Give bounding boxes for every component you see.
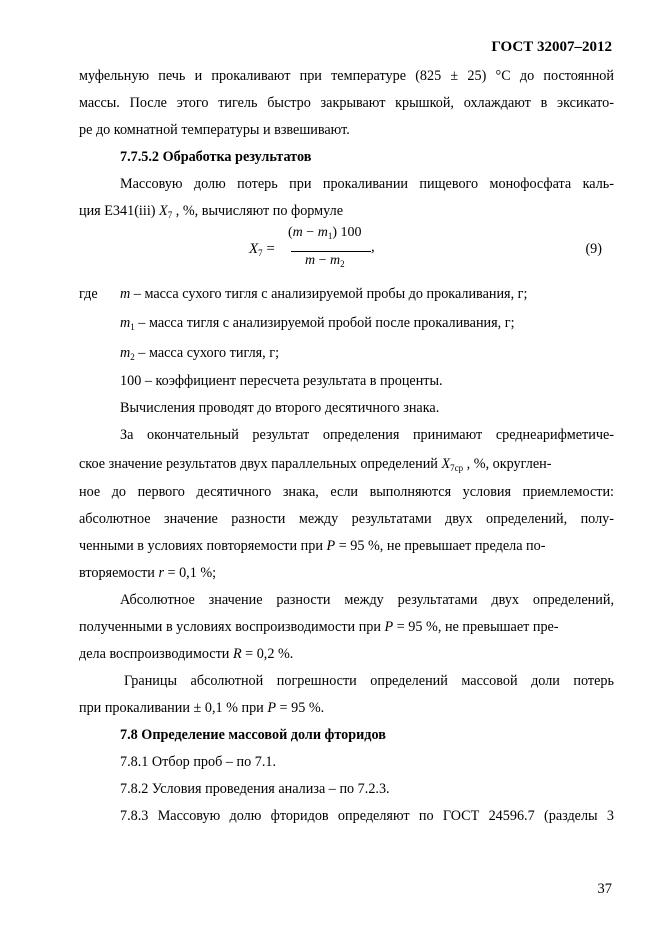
text-line: ное до первого десятичного знака, если выполняются условия приемлемости: [79, 484, 614, 500]
subscript: 7 [167, 210, 173, 220]
subscript: 1 [130, 322, 135, 332]
definition-text: – коэффициент пересчета результата в проценты. [141, 373, 443, 389]
text-line [79, 614, 614, 641]
formula-denominator [305, 253, 345, 269]
text-line: Абсолютное значение разности между результатами двух определений, [120, 592, 614, 608]
variable-m1: m [120, 315, 131, 331]
formula-lhs [249, 241, 275, 258]
section-heading-7-7-5-2: 7.7.5.2 Обработка результатов [120, 149, 312, 165]
text-span: = 0,2 %. [241, 646, 294, 662]
text-line: 7.8.2 Условия проведения анализа – по 7.2.3. [120, 781, 390, 797]
factor: 100 [337, 225, 362, 240]
text-line [79, 198, 614, 225]
variable-m: m [120, 286, 131, 302]
paren: ( [288, 225, 293, 240]
variable-x: X [441, 456, 451, 472]
text-span: = 95 %, не превышает пре- [393, 619, 559, 635]
variable-r-capital: R [232, 646, 242, 662]
minus-sign: − [302, 225, 318, 240]
text-line: За окончательный результат определения принимают среднеарифметиче- [120, 427, 614, 443]
subscript: 2 [130, 352, 135, 362]
paren: ) [332, 225, 337, 240]
subscript: 7ср [450, 463, 464, 473]
variable-m2: m [330, 253, 341, 268]
coefficient: 100 [120, 373, 142, 389]
definition-text: – масса сухого тигля, г; [134, 345, 280, 361]
text-line: Массовую долю потерь при прокаливании пищевого монофосфата каль- [120, 176, 614, 192]
text-span: ское значение результатов двух параллельных определений [79, 456, 442, 472]
variable-m: m [305, 253, 316, 268]
text-span: дела воспроизводимости [79, 646, 233, 662]
text-line [79, 560, 614, 587]
text-line: ре до комнатной температуры и взвешивают. [79, 122, 350, 138]
text-span: = 95 %, не превышает предела по- [335, 538, 546, 554]
where-label: где [79, 286, 98, 302]
text-line [79, 533, 614, 560]
variable-m2: m [120, 345, 131, 361]
text-span: ченными в условиях повторяемости при [79, 538, 327, 554]
text-line [79, 695, 614, 722]
where-line [79, 338, 614, 368]
text-line: Вычисления проводят до второго десятичного знака. [120, 400, 440, 416]
text-line: массы. После этого тигель быстро закрывают крышкой, охлаждают в эксикато- [79, 95, 614, 111]
variable-p: Р [267, 700, 276, 716]
fraction-bar [291, 251, 371, 252]
subscript: 7 [258, 248, 263, 258]
equals-sign: = [262, 241, 275, 257]
where-definition [120, 281, 527, 308]
formula-comma: , [371, 239, 375, 255]
text-span: , %, округлен- [463, 456, 552, 472]
section-heading-7-8: 7.8 Определение массовой доли фторидов [120, 727, 386, 743]
variable-m1: m [317, 225, 328, 240]
minus-sign: − [315, 253, 331, 268]
text-span: при прокаливании ± 0,1 % при [79, 700, 268, 716]
definition-text: – масса тигля с анализируемой пробой после прокаливания, г; [134, 315, 515, 331]
text-span: , %, вычисляют по формуле [172, 203, 343, 219]
variable-p: Р [326, 538, 336, 554]
variable-x: X [159, 203, 168, 219]
text-span: = 0,1 %; [163, 565, 217, 581]
variable-x: X [249, 241, 259, 257]
where-line [79, 308, 614, 338]
text-span: вторяемости [79, 565, 159, 581]
text-line: муфельную печь и прокаливают при температуре (825 ± 25) °С до постоянной [79, 68, 614, 84]
formula-number: (9) [585, 241, 602, 257]
definition-text: – масса сухого тигля с анализируемой пробы до прокаливания, г; [130, 286, 528, 302]
subscript: 1 [327, 231, 333, 241]
formula-9 [79, 227, 614, 281]
variable-p: Р [384, 619, 394, 635]
text-line [79, 641, 614, 668]
text-span: ция Е341(iii) [79, 203, 160, 219]
document-body [79, 63, 614, 830]
variable-m: m [292, 225, 303, 240]
text-line: 7.8.1 Отбор проб – по 7.1. [120, 754, 277, 770]
text-line [79, 449, 614, 479]
page-number: 37 [597, 881, 612, 897]
text-span: полученными в условиях воспроизводимости при [79, 619, 385, 635]
text-line: 7.8.3 Массовую долю фторидов определяют по ГОСТ 24596.7 (разделы 3 [120, 808, 614, 824]
document-header: ГОСТ 32007–2012 [491, 39, 612, 55]
where-line [79, 368, 614, 395]
text-line: абсолютное значение разности между результатами двух определений, полу- [79, 511, 614, 527]
text-line: Границы абсолютной погрешности определений массовой доли потерь [124, 673, 614, 689]
variable-r: r [158, 565, 164, 581]
text-span: = 95 %. [276, 700, 325, 716]
formula-numerator [288, 225, 362, 241]
subscript: 2 [340, 259, 345, 269]
where-line [79, 281, 614, 308]
